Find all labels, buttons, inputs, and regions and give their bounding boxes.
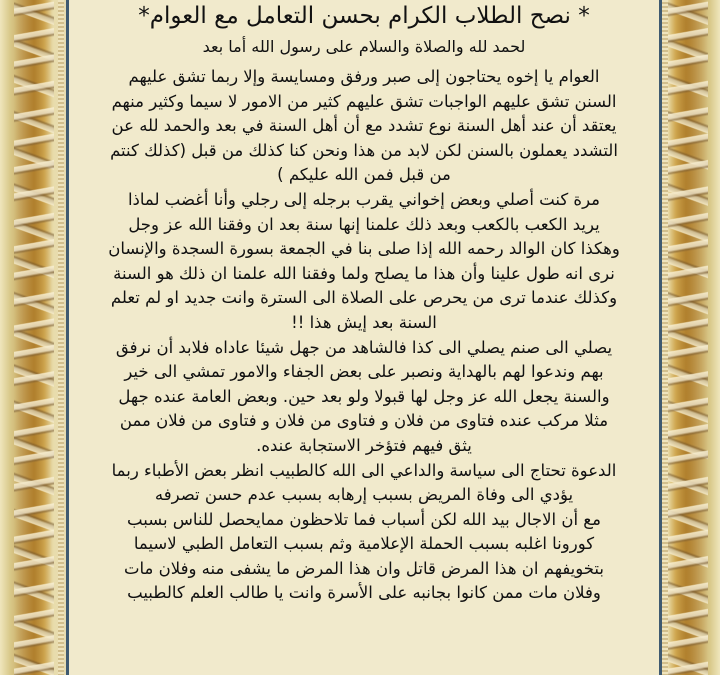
- border-teeth-left: [58, 0, 64, 675]
- text-line: التشدد يعملون بالسنن لكن لابد من هذا ونحن كنا كذلك من قبل (كذلك كنتم: [110, 140, 618, 160]
- vine-border-left-icon: [14, 0, 54, 675]
- text-line: يصلي الى صنم يصلي الى كذا فالشاهد من جهل شيئا عاداه فلابد أن نرفق: [115, 337, 613, 357]
- text-line: يريد الكعب بالكعب وبعد ذلك علمنا إنها سنة بعد ان وفقنا الله عز وجل: [128, 214, 600, 234]
- vine-border-right-icon: [668, 0, 708, 675]
- text-line: مع أن الاجال بيد الله لكن أسباب فما تلاحظون ممايحصل للناس بسبب: [127, 509, 601, 529]
- text-line: الدعوة تحتاج الى سياسة والداعي الى الله كالطبيب انظر بعض الأطباء ربما: [111, 460, 617, 480]
- text-line: بهم وندعوا لهم بالهداية ونصبر على بعض الجفاء والامور تمشي الى خير: [124, 362, 604, 382]
- text-line: والسنة يجعل الله عز وجل لها قبولا ولو بعد حين. وبعض العامة عنده جهل: [118, 386, 610, 406]
- text-line: يعتقد أن عند أهل السنة نوع تشدد مع أن أهل السنة في بعد والحمد لله عن: [111, 116, 617, 136]
- text-line: العوام يا إخوه يحتاجون إلى صبر ورفق ومسايسة وإلا ربما تشق عليهم: [128, 67, 600, 86]
- text-line: السنن تشق عليهم الواجبات تشق عليهم كثير من الامور لا سيما وكثير منهم: [111, 91, 617, 111]
- text-line: يثق فيهم فتؤخر الاستجابة عنده.: [256, 435, 472, 455]
- text-line: السنة بعد إيش هذا !!: [291, 312, 437, 332]
- text-line: يؤدي الى وفاة المريض بسبب إرهابه بسبب عدم حسن تصرفه: [154, 485, 574, 505]
- article-content: [69, 1, 659, 606]
- text-line: وفلان مات ممن كانوا بجانبه على الأسرة وانت يا طالب العلم كالطبيب: [127, 583, 601, 603]
- text-line: مثلا مركب عنده فتاوى من فلان و فتاوى من فلان و فتاوى من فلان ممن: [119, 411, 609, 431]
- text-line: مرة كنت أصلي وبعض إخواني يقرب برجله إلى رجلي وأنا أغضب لماذا: [127, 189, 601, 209]
- text-line: من قبل فمن الله عليكم ): [277, 165, 451, 185]
- border-teeth-right: [662, 0, 668, 675]
- text-line: نرى انه طول علينا وأن هذا ما يصلح ولما وفقنا الله علمنا ان ذلك هو السنة: [113, 263, 615, 283]
- text-line: بتخويفهم ان هذا المرض قاتل وان هذا المرض ما يشفى منه وفلان مات: [123, 558, 605, 578]
- text-line: وكذلك عندما ترى من يحرص على الصلاة الى السترة وانت جديد او لم تعلم: [110, 288, 618, 308]
- intro-line: لحمد لله والصلاة والسلام على رسول الله أما بعد: [202, 37, 526, 56]
- text-line: كورونا اغلبه بسبب الحملة الإعلامية وثم بسبب التعامل الطبي لاسيما: [133, 534, 595, 554]
- text-line: وهكذا كان الوالد رحمه الله إذا صلى بنا في الجمعة بسورة السجدة والإنسان: [108, 239, 620, 259]
- page-title: * نصح الطلاب الكرام بحسن التعامل مع العوام*: [138, 3, 590, 29]
- text-panel: [66, 0, 662, 675]
